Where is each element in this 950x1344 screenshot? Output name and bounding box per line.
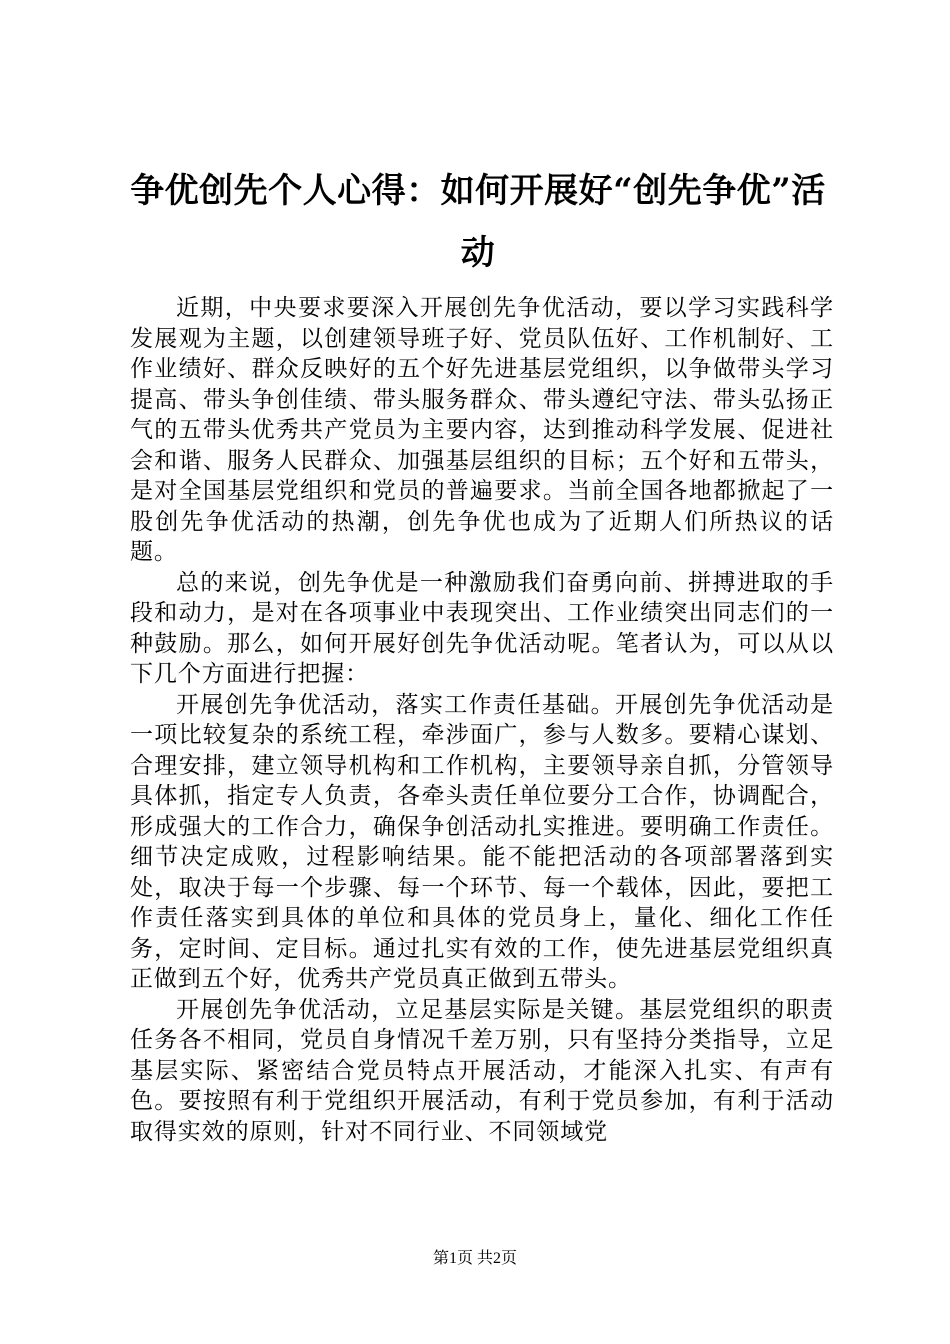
paragraph-1: 近期，中央要求要深入开展创先争优活动，要以学习实践科学发展观为主题，以创建领导班子好、党员队伍好、工作机制好、工作业绩好、群众反映好的五个好先进基层党组织，以争做带头学习提高、带头争创佳绩、带头服务群众、带头遵纪守法、带头弘扬正气的五带头优秀共产党员为主要内容，达到推动科学发展、促进社会和谐、服务人民群众、加强基层组织的目标；五个好和五带头，是对全国基层党组织和党员的普遍要求。当前全国各地都掀起了一股创先争优活动的热潮，创先争优也成为了近期人们所热议的话题。 (130, 295, 834, 565)
document-title: 争优创先个人心得：如何开展好“创先争优”活动 (130, 171, 826, 273)
paragraph-4: 开展创先争优活动，立足基层实际是关键。基层党组织的职责任务各不相同，党员自身情况千差万别，只有坚持分类指导，立足基层实际、紧密结合党员特点开展活动，才能深入扎实、有声有色。要按照有利于党组织开展活动，有利于党员参加，有利于活动取得实效的原则，针对不同行业、不同领域党 (130, 996, 834, 1145)
page-footer: 第1页 共2页 (432, 1250, 517, 1267)
paragraph-2: 总的来说，创先争优是一种激励我们奋勇向前、拼搏进取的手段和动力，是对在各项事业中表现突出、工作业绩突出同志们的一种鼓励。那么，如何开展好创先争优活动呢。笔者认为，可以从以下几个方面进行把握： (130, 569, 834, 687)
document-body (130, 293, 834, 1147)
paragraph-3: 开展创先争优活动，落实工作责任基础。开展创先争优活动是一项比较复杂的系统工程，牵涉面广，参与人数多。要精心谋划、合理安排，建立领导机构和工作机构，主要领导亲自抓，分管领导具体抓，指定专人负责，各牵头责任单位要分工合作，协调配合，形成强大的工作合力，确保争创活动扎实推进。要明确工作责任。细节决定成败，过程影响结果。能不能把活动的各项部署落到实处，取决于每一个步骤、每一个环节、每一个载体，因此，要把工作责任落实到具体的单位和具体的党员身上，量化、细化工作任务，定时间、定目标。通过扎实有效的工作，使先进基层党组织真正做到五个好，优秀共产党员真正做到五带头。 (130, 691, 834, 992)
